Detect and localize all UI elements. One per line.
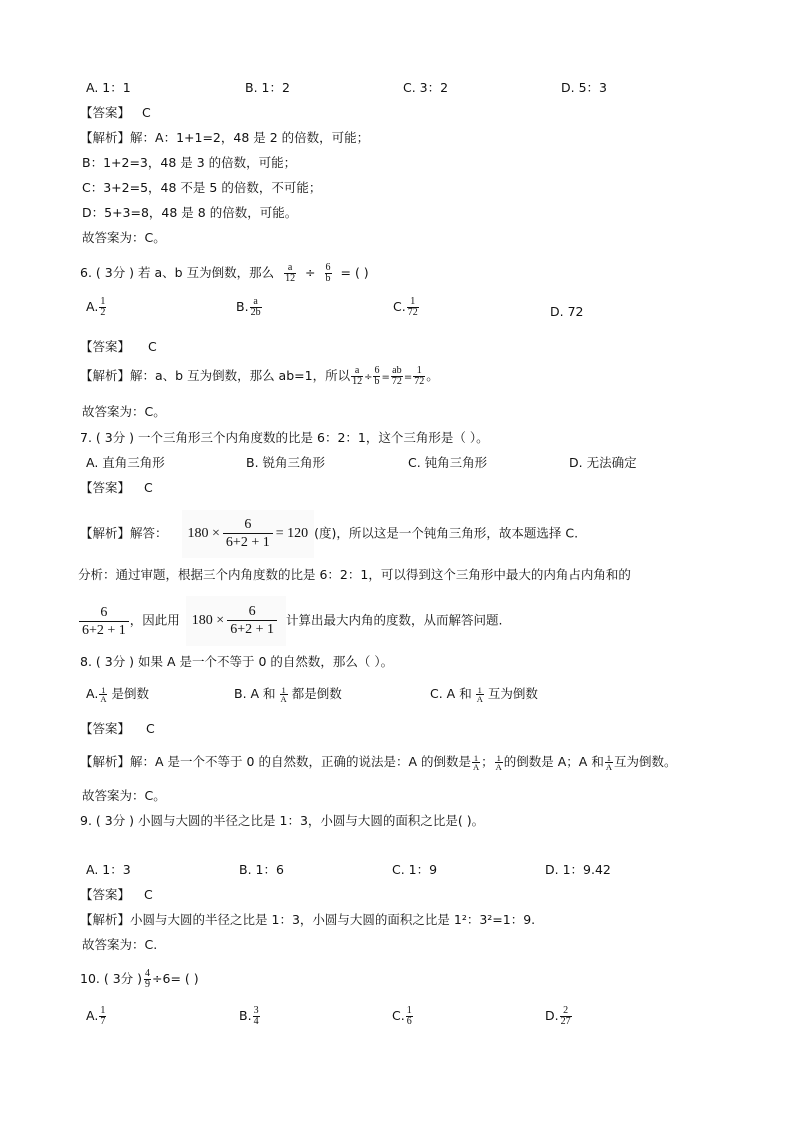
q8-stem: 8. ( 3分 ) 如果 A 是一个不等于 0 的自然数，那么（ ）。 [80,654,394,669]
answer-value: C [148,339,157,354]
analysis-fraction: $\frac{1}{A}$ [495,753,502,772]
option-label: B. [239,1008,252,1023]
q7-option-c[interactable]: C. 钝角三角形 [408,455,488,470]
answer-value: C [144,480,153,495]
q8-option-b[interactable] [234,683,342,705]
answer-label: 【答案】 [80,480,131,495]
q8-conclusion: 故答案为：C。 [82,788,166,803]
analysis-text: 互为倒数。 [613,754,677,769]
option-label: B. A 和 [234,686,276,701]
q5-option-a[interactable]: A. 1：1 [86,80,131,95]
q7-fenxi-2 [78,596,502,646]
analysis-fraction-2: $\frac{6}{b}$ [374,365,380,387]
analysis-fraction: $\frac{1}{A}$ [605,753,612,772]
q10-stem-end: ÷6= ( ) [152,971,199,986]
analysis-label: 【解析】 [80,130,131,145]
q8-analysis [80,750,676,774]
option-label: B. [236,299,249,314]
q5-analysis-line-3: C：3+2=5，48 不是 5 的倍数，不可能； [82,180,322,195]
q10-option-b[interactable] [239,1006,261,1027]
q10-stem [80,964,199,994]
option-fraction: $\frac{3}{4}$ [253,1005,259,1027]
q9-answer [80,886,153,904]
option-label: C. [392,1008,405,1023]
q5-answer [80,104,151,122]
q6-analysis [80,362,439,392]
analysis-prefix: 解答： [130,525,168,541]
option-fraction: $\frac{1}{6}$ [406,1005,412,1027]
option-text: 是倒数 [111,686,149,701]
q6-option-b[interactable] [236,297,263,318]
analysis-text: ； [481,754,494,769]
formula-fraction: $\frac{6}{6+2 + 1}$ [223,516,273,551]
option-label: C. [393,299,406,314]
q6-option-a[interactable] [86,297,107,318]
q7-option-b[interactable]: B. 锐角三角形 [246,455,326,470]
analysis-text: 解：a、b 互为倒数，那么 ab=1，所以 [130,368,351,383]
q7-analysis-formula [182,510,315,558]
q7-fenxi: 分析：通过审题，根据三个内角度数的比是 6：2：1，可以得到这个三角形中最大的内角占内角和的 [78,567,631,582]
answer-label: 【答案】 [80,105,131,120]
option-fraction: $\frac{1}{2}$ [100,296,106,318]
formula-result: = 120 [275,526,309,541]
answer-label: 【答案】 [80,721,131,736]
q9-analysis [80,911,535,929]
q5-analysis-line-1 [80,129,369,147]
option-label: A. [86,686,99,701]
q8-option-a[interactable] [86,683,149,705]
q7-stem: 7. ( 3分 ) 一个三角形三个内角度数的比是 6：2：1，这个三角形是（ ）。 [80,430,489,445]
answer-label: 【答案】 [80,887,131,902]
answer-value: C [142,105,151,120]
analysis-end: 。 [426,368,439,383]
analysis-operator: ÷ [364,372,373,383]
option-label: A. [86,1008,99,1023]
option-fraction: $\frac{1}{7}$ [100,1005,106,1027]
option-fraction: $\frac{1}{A}$ [280,685,287,704]
q10-option-c[interactable] [392,1006,414,1027]
q8-answer [80,720,155,738]
formula-prefix: 180 × [187,526,220,541]
analysis-fraction-3: $\frac{ab}{72}$ [391,365,402,387]
q6-stem [80,258,369,288]
q10-stem-text: 10. ( 3分 ) [80,971,143,986]
q7-answer [80,479,153,497]
analysis-label: 【解析】 [80,368,131,383]
analysis-fraction: $\frac{1}{A}$ [472,753,480,772]
q6-stem-end: = ( ) [340,265,369,280]
q6-answer [80,338,157,356]
analysis-fraction-1: $\frac{a}{12}$ [352,365,363,387]
q6-stem-fraction-1: $\frac{a}{12}$ [285,262,296,284]
option-text: 都是倒数 [291,686,342,701]
fenxi-end-text: 计算出最大内角的度数，从而解答问题. [286,612,503,628]
q6-stem-text: 6. ( 3分 ) 若 a、b 互为倒数，那么 [80,265,275,280]
analysis-label: 【解析】 [80,912,131,927]
q7-option-d[interactable]: D. 无法确定 [569,455,637,470]
fenxi-mid-text: ，因此用 [129,612,180,628]
option-fraction: $\frac{1}{A}$ [100,685,107,704]
q6-conclusion: 故答案为：C。 [82,404,166,419]
formula-prefix: 180 × [191,613,225,628]
q6-stem-operator: ÷ [305,265,316,280]
q9-option-c[interactable]: C. 1：9 [392,862,438,877]
q5-option-d[interactable]: D. 5：3 [561,80,607,95]
analysis-label: 【解析】 [80,754,131,769]
option-fraction: $\frac{a}{2b}$ [250,296,261,318]
formula-fraction: $\frac{6}{6+2 + 1}$ [227,603,277,638]
analysis-equals: = [381,372,390,383]
q6-option-c[interactable] [393,297,420,318]
analysis-fraction-4: $\frac{1}{72}$ [414,365,425,387]
q9-conclusion: 故答案为：C. [82,937,158,952]
option-text: 互为倒数 [487,686,538,701]
answer-value: C [144,887,153,902]
q9-option-d[interactable]: D. 1：9.42 [545,862,611,877]
q6-option-d[interactable]: D. 72 [550,304,584,319]
q10-option-d[interactable] [545,1006,573,1027]
q5-option-b[interactable]: B. 1：2 [245,80,290,95]
q6-stem-fraction-2: $\frac{6}{b}$ [325,262,331,284]
option-fraction: $\frac{1}{72}$ [407,296,418,318]
q5-conclusion: 故答案为：C。 [82,230,166,245]
analysis-text: 小圆与大圆的半径之比是 1：3，小圆与大圆的面积之比是 1²：3²=1：9. [130,912,536,927]
analysis-text: 的倒数是 A；A 和 [503,754,604,769]
answer-label: 【答案】 [80,339,131,354]
analysis-equals: = [403,372,413,383]
q9-stem: 9. ( 3分 ) 小圆与大圆的半径之比是 1：3，小圆与大圆的面积之比是( )。 [80,813,485,828]
q10-option-a[interactable] [86,1006,107,1027]
analysis-text: 解：A 是一个不等于 0 的自然数，正确的说法是：A 的倒数是 [130,754,471,769]
q5-analysis-line-4: D：5+3=8，48 是 8 的倍数，可能。 [82,205,298,220]
option-label: A. [86,299,99,314]
q5-option-c[interactable]: C. 3：2 [403,80,449,95]
option-label: C. A 和 [430,686,472,701]
option-label: D. [545,1008,559,1023]
q8-option-c[interactable] [430,683,538,705]
q7-analysis [80,510,578,558]
fenxi-fraction: $\frac{6}{6+2 + 1}$ [79,604,129,639]
q9-option-a[interactable]: A. 1：3 [86,862,131,877]
option-fraction: $\frac{1}{A}$ [476,685,483,704]
answer-value: C [146,721,155,736]
analysis-suffix: (度)，所以这是一个钝角三角形，故本题选择 C. [314,525,579,541]
analysis-text: 解：A：1+1=2，48 是 2 的倍数，可能； [130,130,370,145]
fenxi-formula [186,596,286,646]
q7-option-a[interactable]: A. 直角三角形 [86,455,165,470]
option-fraction: $\frac{2}{27}$ [560,1005,571,1027]
q9-option-b[interactable]: B. 1：6 [239,862,284,877]
q5-analysis-line-2: B：1+2=3，48 是 3 的倍数，可能； [82,155,297,170]
analysis-label: 【解析】 [80,525,131,541]
q10-stem-fraction: $\frac{4}{9}$ [145,968,151,990]
